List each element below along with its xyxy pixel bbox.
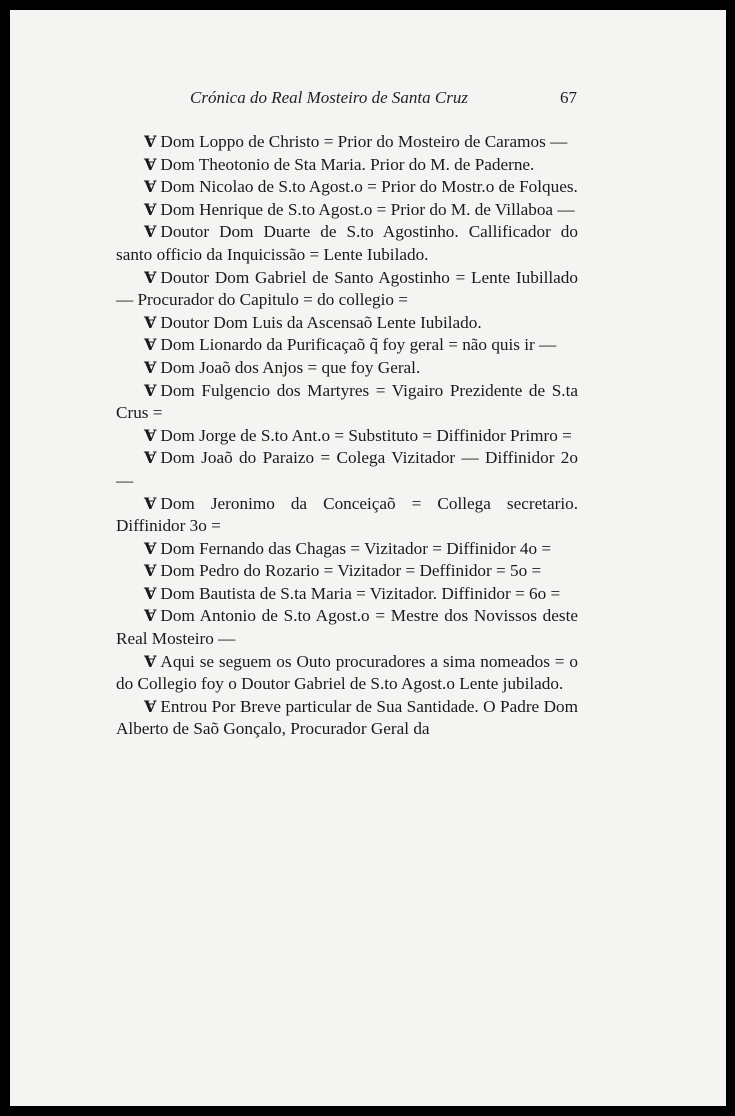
entry-text: Dom Bautista de S.ta Maria = Vizitador. Diffinidor = 6o =	[160, 583, 561, 603]
entry	[116, 267, 578, 312]
entry-text: Entrou Por Breve particular de Sua Santidade. O Padre Dom Alberto de Saõ Gonçalo, Procurador Geral da	[116, 696, 578, 739]
entry-text: Dom Fernando das Chagas = Vizitador = Diffinidor 4o =	[160, 538, 552, 558]
entry	[116, 560, 578, 583]
paragraph-mark-icon: Ɐ	[144, 132, 157, 151]
entry	[116, 447, 578, 492]
entry	[116, 605, 578, 650]
entry-text: Doutor Dom Gabriel de Santo Agostinho = Lente Iubillado — Procurador do Capitulo = do collegio =	[116, 267, 578, 310]
paragraph-mark-icon: Ɐ	[144, 606, 157, 626]
entry	[116, 538, 578, 561]
paragraph-mark-icon: Ɐ	[144, 199, 157, 219]
paragraph-mark-icon: Ɐ	[144, 493, 157, 513]
entry-text: Dom Fulgencio dos Martyres = Vigairo Prezidente de S.ta Crus =	[116, 380, 578, 423]
entry	[116, 199, 578, 222]
entry	[116, 380, 578, 425]
entry	[116, 312, 578, 335]
document-page	[10, 10, 726, 1106]
paragraph-mark-icon: Ɐ	[144, 357, 157, 377]
paragraph-mark-icon: Ɐ	[144, 312, 157, 332]
entry	[116, 131, 578, 154]
page-number: 67	[560, 88, 577, 107]
entry	[116, 425, 578, 448]
entry-text: Dom Loppo de Christo = Prior do Mosteiro de Caramos —	[160, 132, 568, 151]
paragraph-mark-icon: Ɐ	[144, 651, 157, 671]
entry-text: Doutor Dom Duarte de S.to Agostinho. Callificador do santo officio da Inquicissão = Lente Iubilado.	[116, 222, 578, 264]
entry	[116, 176, 578, 199]
entry-text: Dom Theotonio de Sta Maria. Prior do M. de Paderne.	[160, 154, 535, 174]
entry-text: Aqui se seguem os Outo procuradores a sima nomeados = o do Collegio foy o Doutor Gabriel de S.to Agost.o Lente jubilado.	[116, 651, 578, 694]
paragraph-mark-icon: Ɐ	[144, 335, 157, 355]
paragraph-mark-icon: Ɐ	[144, 448, 157, 468]
entry	[116, 154, 578, 177]
paragraph-mark-icon: Ɐ	[144, 425, 157, 445]
entry	[116, 583, 578, 606]
entry	[116, 357, 578, 380]
entry	[116, 221, 578, 266]
entry-text: Dom Henrique de S.to Agost.o = Prior do M. de Villaboa —	[160, 199, 575, 219]
entry	[116, 651, 578, 696]
entry	[116, 334, 578, 357]
entry	[116, 493, 578, 538]
paragraph-mark-icon: Ɐ	[144, 696, 157, 716]
entry-text: Dom Nicolao de S.to Agost.o = Prior do Mostr.o de Folques.	[160, 177, 578, 197]
entry-text: Dom Jeronimo da Conceiçaõ = Collega secretario. Diffinidor 3o =	[116, 493, 578, 536]
page-header	[10, 88, 726, 110]
paragraph-mark-icon: Ɐ	[144, 267, 157, 287]
running-title: Crónica do Real Mosteiro de Santa Cruz	[190, 88, 468, 107]
entry-text: Dom Pedro do Rozario = Vizitador = Deffinidor = 5o =	[160, 561, 542, 581]
entry-text: Dom Jorge de S.to Ant.o = Substituto = Diffinidor Primro =	[160, 425, 572, 445]
entry-text: Doutor Dom Luis da Ascensaõ Lente Iubilado.	[160, 312, 482, 332]
entry-text: Dom Joaõ do Paraizo = Colega Vizitador — Diffinidor 2o —	[116, 448, 578, 490]
paragraph-mark-icon: Ɐ	[144, 177, 157, 197]
paragraph-mark-icon: Ɐ	[144, 583, 157, 603]
paragraph-mark-icon: Ɐ	[144, 561, 157, 581]
paragraph-mark-icon: Ɐ	[144, 154, 157, 174]
paragraph-mark-icon: Ɐ	[144, 380, 157, 400]
body-text	[116, 131, 578, 741]
entry-text: Dom Joaõ dos Anjos = que foy Geral.	[160, 357, 421, 377]
entry	[116, 696, 578, 741]
entry-text: Dom Lionardo da Purificaçaõ q̃ foy geral = não quis ir —	[160, 335, 557, 355]
entry-text: Dom Antonio de S.to Agost.o = Mestre dos Novissos deste Real Mosteiro —	[116, 606, 578, 649]
paragraph-mark-icon: Ɐ	[144, 222, 157, 242]
paragraph-mark-icon: Ɐ	[144, 538, 157, 558]
